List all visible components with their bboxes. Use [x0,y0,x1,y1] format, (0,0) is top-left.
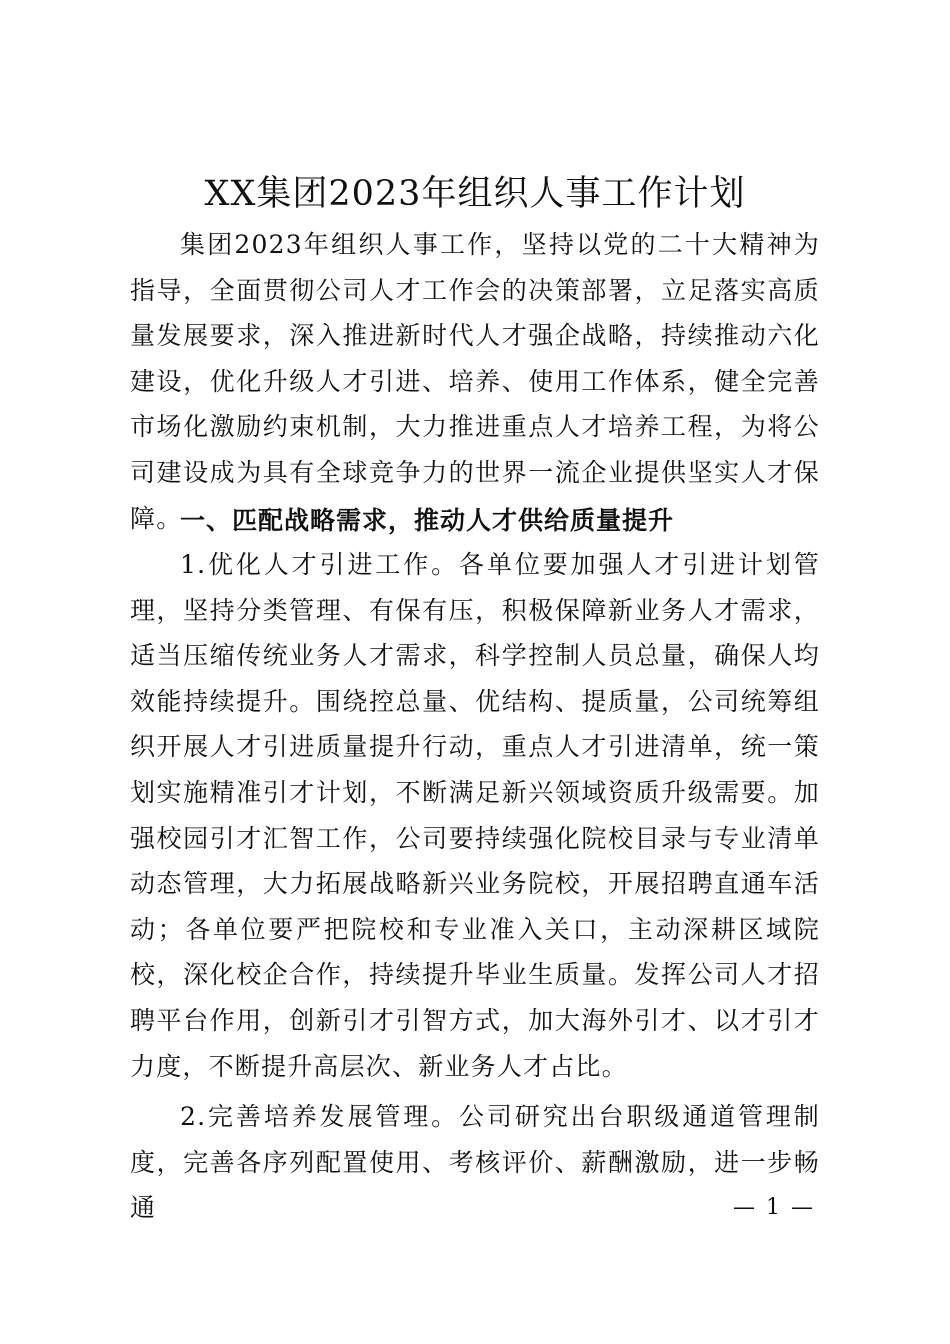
paragraph-talent-recruitment: 1.优化人才引进工作。各单位要加强人才引进计划管理，坚持分类管理、有保有压，积极保障新业务人才需求，适当压缩传统业务人才需求，科学控制人员总量，确保人均效能持续提升。围绕控总量、优结构、提质量，公司统筹组织开展人才引进质量提升行动，重点人才引进清单，统一策划实施精准引才计划，不断满足新兴领域资质升级需要。加强校园引才汇智工作，公司要持续强化院校目录与专业清单动态管理，大力拓展战略新兴业务院校，开展招聘直通车活动；各单位要严把院校和专业准入关口，主动深耕区域院校，深化校企合作，持续提升毕业生质量。发挥公司人才招聘平台作用，创新引才引智方式，加大海外引才、以才引才力度，不断提升高层次、新业务人才占比。 [130,550,820,1081]
paragraph-training-development: 2.完善培养发展管理。公司研究出台职级通道管理制度，完善各序列配置使用、考核评价、薪酬激励，进一步畅通 [130,1102,820,1223]
page-number: — 1 — [733,1195,815,1220]
section-heading: 一、匹配战略需求，推动人才供给质量提升 [180,506,675,535]
intro-paragraph: 集团2023年组织人事工作，坚持以党的二十大精神为指导，全面贯彻公司人才工作会的决策部署，立足落实高质量发展要求，深入推进新时代人才强企战略，持续推动六化建设，优化升级人才引进、培养、使用工作体系，健全完善市场化激励约束机制，大力推进重点人才培养工程，为将公司建设成为具有全球竞争力的世界一流企业提供坚实人才保障。 [130,230,820,533]
document-title: XX集团2023年组织人事工作计划 [204,174,746,214]
